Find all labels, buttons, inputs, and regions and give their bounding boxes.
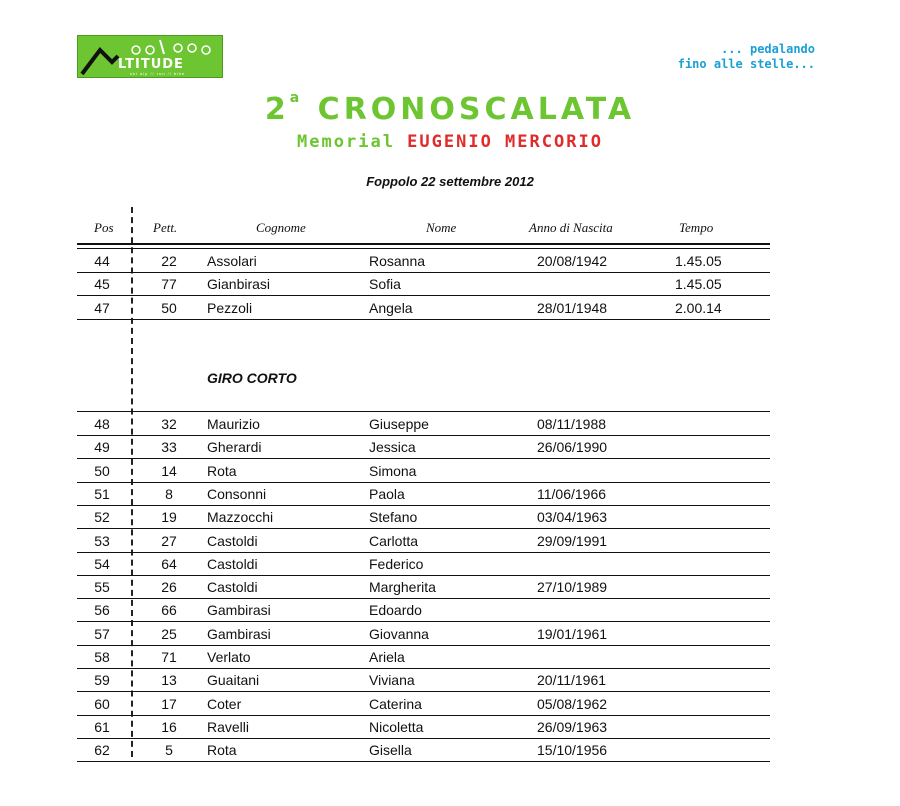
header-nome: Nome xyxy=(426,220,457,235)
cell-nome: Caterina xyxy=(369,695,422,712)
cell-pos: 50 xyxy=(94,462,110,479)
cell-nome: Giovanna xyxy=(369,625,429,642)
cell-pett: 25 xyxy=(161,625,177,642)
cell-nome: Federico xyxy=(369,555,424,572)
table-row xyxy=(77,552,770,576)
table-row xyxy=(77,645,770,669)
cell-pos: 60 xyxy=(94,695,110,712)
event-date: Foppolo 22 settembre 2012 xyxy=(366,174,534,189)
cell-anno: 19/01/1961 xyxy=(537,625,608,642)
cell-nome: Simona xyxy=(369,462,417,479)
page-subtitle xyxy=(0,132,900,152)
header-anno: Anno di Nascita xyxy=(529,220,613,235)
cell-nome: Rosanna xyxy=(369,253,426,269)
cell-pett: 16 xyxy=(161,718,177,735)
table-row xyxy=(77,412,770,436)
table-row xyxy=(77,529,770,553)
cell-anno: 08/11/1988 xyxy=(537,416,607,432)
table-row xyxy=(77,482,770,506)
cell-pos: 49 xyxy=(94,439,110,456)
page-title xyxy=(0,92,900,127)
cell-cognome: Rota xyxy=(207,462,237,479)
cell-anno: 03/04/1963 xyxy=(537,509,608,526)
cell-nome: Ariela xyxy=(369,649,405,665)
table-row xyxy=(77,738,770,762)
cell-anno: 11/06/1966 xyxy=(537,485,607,502)
cell-pett: 50 xyxy=(161,299,177,316)
cell-nome: Carlotta xyxy=(369,532,419,549)
cell-cognome: Maurizio xyxy=(207,416,260,432)
cell-cognome: Guaitani xyxy=(207,672,260,689)
cell-pett: 13 xyxy=(161,672,177,689)
header-tempo: Tempo xyxy=(679,220,714,235)
cell-nome: Nicoletta xyxy=(369,718,424,735)
cell-pett: 26 xyxy=(161,579,177,596)
table-row xyxy=(77,692,770,716)
cell-nome: Stefano xyxy=(369,509,418,526)
table-row xyxy=(77,598,770,622)
cell-anno: 26/09/1963 xyxy=(537,718,608,735)
table-row xyxy=(77,296,770,320)
cell-pos: 51 xyxy=(94,485,110,502)
cell-nome: Paola xyxy=(369,485,405,502)
cell-pos: 62 xyxy=(94,742,110,759)
table-row xyxy=(77,249,770,273)
cell-cognome: Castoldi xyxy=(207,579,258,596)
cell-anno: 26/06/1990 xyxy=(537,439,608,456)
cell-pos: 47 xyxy=(94,299,110,316)
cell-pett: 66 xyxy=(161,602,177,619)
cell-tempo: 2.00.14 xyxy=(675,299,722,316)
cell-pett: 8 xyxy=(165,485,173,502)
cell-anno: 27/10/1989 xyxy=(537,579,608,596)
table-row xyxy=(77,622,770,646)
table-row xyxy=(77,668,770,692)
logo-subtext: ski alp // run // bike xyxy=(130,71,186,76)
cell-pett: 14 xyxy=(161,462,177,479)
cell-pett: 64 xyxy=(161,555,177,572)
cell-pos: 54 xyxy=(94,555,110,572)
cell-anno: 29/09/1991 xyxy=(537,532,608,549)
cell-nome: Angela xyxy=(369,299,413,316)
cell-pett: 27 xyxy=(161,532,177,549)
slogan xyxy=(600,42,815,72)
cell-pos: 44 xyxy=(94,253,110,269)
cell-anno: 20/08/1942 xyxy=(537,253,608,269)
cell-pett: 17 xyxy=(161,695,177,712)
cell-cognome: Gianbirasi xyxy=(207,276,271,293)
title-superscript: a xyxy=(289,90,304,106)
logo-text: LTITUDE xyxy=(118,57,184,72)
cell-tempo: 1.45.05 xyxy=(675,276,722,293)
cell-pos: 55 xyxy=(94,579,110,596)
cell-cognome: Castoldi xyxy=(207,532,258,549)
title-main: CRONOSCALATA xyxy=(317,92,636,127)
cell-pos: 56 xyxy=(94,602,110,619)
cell-cognome: Gambirasi xyxy=(207,625,271,642)
cell-nome: Edoardo xyxy=(369,602,422,619)
title-number: 2 xyxy=(264,92,290,127)
cell-pett: 19 xyxy=(161,509,177,526)
cell-pett: 22 xyxy=(161,253,177,269)
cell-cognome: Ravelli xyxy=(207,718,250,735)
cell-tempo: 1.45.05 xyxy=(675,253,722,269)
cell-cognome: Rota xyxy=(207,742,237,759)
cell-pett: 33 xyxy=(161,439,177,456)
cell-nome: Gisella xyxy=(369,742,412,759)
cell-pett: 71 xyxy=(161,649,177,665)
cell-pos: 59 xyxy=(94,672,110,689)
altitude-logo xyxy=(77,35,223,78)
subtitle-name: EUGENIO MERCORIO xyxy=(407,132,603,152)
cell-nome: Sofia xyxy=(369,276,401,293)
cell-pos: 52 xyxy=(94,509,110,526)
cell-nome: Viviana xyxy=(369,672,415,689)
cell-pos: 53 xyxy=(94,532,110,549)
cell-anno: 28/01/1948 xyxy=(537,299,608,316)
cell-cognome: Pezzoli xyxy=(207,299,253,316)
table-row xyxy=(77,575,770,599)
cell-pos: 45 xyxy=(94,276,110,293)
cell-pos: 57 xyxy=(94,625,110,642)
cell-nome: Jessica xyxy=(369,439,416,456)
cell-cognome: Assolari xyxy=(207,253,257,269)
cell-cognome: Mazzocchi xyxy=(207,509,274,526)
header-pett: Pett. xyxy=(153,220,178,235)
cell-pos: 48 xyxy=(94,416,110,432)
cell-anno: 15/10/1956 xyxy=(537,742,608,759)
cell-cognome: Verlato xyxy=(207,649,251,665)
cell-pos: 61 xyxy=(94,718,110,735)
slogan-line-1: ... pedalando xyxy=(721,42,815,56)
table-row xyxy=(77,272,770,296)
table-row xyxy=(77,459,770,483)
cell-anno: 05/08/1962 xyxy=(537,695,608,712)
cell-cognome: Castoldi xyxy=(207,555,258,572)
table-row xyxy=(77,505,770,529)
cell-pett: 5 xyxy=(165,742,173,759)
cell-nome: Margherita xyxy=(369,579,436,596)
header-pos: Pos xyxy=(94,220,114,235)
cell-cognome: Consonni xyxy=(207,485,267,502)
cell-pos: 58 xyxy=(94,649,110,665)
cell-pett: 32 xyxy=(161,416,177,432)
cell-cognome: Coter xyxy=(207,695,242,712)
cell-nome: Giuseppe xyxy=(369,416,429,432)
cell-cognome: Gambirasi xyxy=(207,602,271,619)
header-cognome: Cognome xyxy=(256,220,306,235)
subtitle-memorial: Memorial xyxy=(297,132,408,152)
cell-pett: 77 xyxy=(161,276,177,293)
cell-cognome: Gherardi xyxy=(207,439,262,456)
section-label: GIRO CORTO xyxy=(207,370,297,386)
table-row xyxy=(77,715,770,739)
slogan-line-2: fino alle stelle... xyxy=(677,57,815,71)
table-row xyxy=(77,435,770,459)
cell-anno: 20/11/1961 xyxy=(537,672,607,689)
